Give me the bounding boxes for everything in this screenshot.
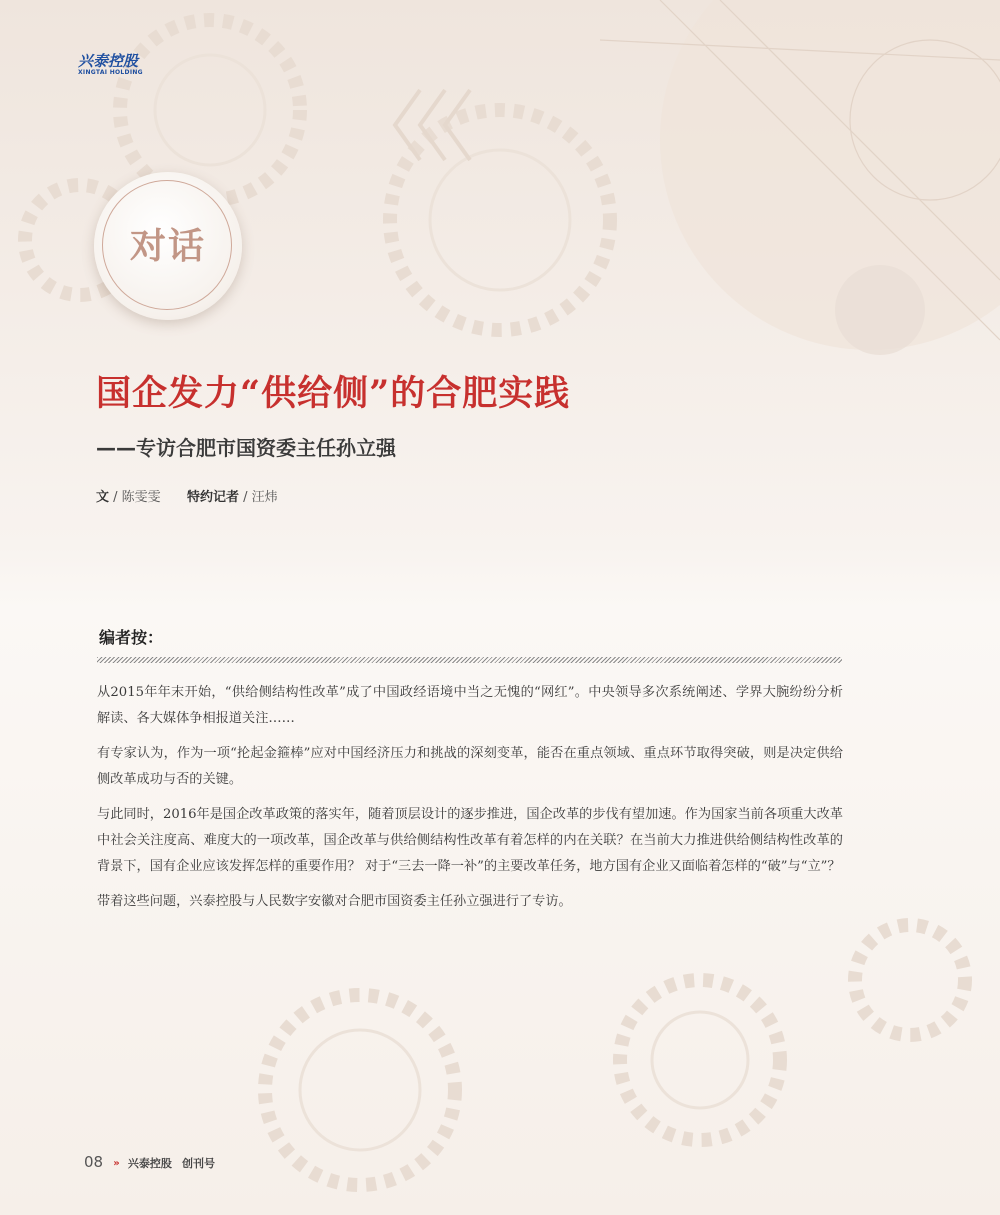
paragraph: 从2015年年末开始，“供给侧结构性改革”成了中国政经语境中当之无愧的“网红”。中央领导多次系统阐述、学界大腕纷纷分析解读、各大媒体争相报道关注…… (97, 685, 843, 726)
brand-logo (78, 53, 143, 77)
editor-note-body (97, 680, 843, 924)
article-title: 国企发力“供给侧”的合肥实践 (96, 373, 571, 414)
footer-issue: 创刊号 (181, 1157, 215, 1170)
byline-separator: / (113, 490, 122, 505)
reporter-name: 汪炜 (251, 490, 278, 505)
page-number: 08 (84, 1153, 104, 1171)
byline (96, 486, 278, 505)
double-arrow-icon: » (113, 1158, 120, 1169)
author-name: 陈雯雯 (121, 490, 161, 505)
badge-label: 对话 (129, 225, 206, 267)
footer-publication: 兴泰控股 (127, 1157, 172, 1170)
article-subtitle: ——专访合肥市国资委主任孙立强 (96, 436, 396, 460)
paragraph: 有专家认为，作为一项“抡起金箍棒”应对中国经济压力和挑战的深刻变革，能否在重点领域、重点环节取得突破，则是决定供给侧改革成功与否的关键。 (97, 746, 843, 787)
page-footer (84, 1153, 215, 1171)
byline-separator: / (243, 490, 252, 505)
reporter-label: 特约记者 (186, 490, 239, 505)
section-badge (94, 172, 242, 320)
editor-note-label: 编者按： (99, 628, 164, 647)
paragraph: 带着这些问题，兴泰控股与人民数字安徽对合肥市国资委主任孙立强进行了专访。 (97, 894, 572, 909)
author-label: 文 (96, 490, 110, 505)
logo-english: XINGTAI HOLDING (78, 69, 143, 76)
paragraph: 与此同时，2016年是国企改革政策的落实年，随着顶层设计的逐步推进，国企改革的步伐有望加速。作为国家当前各项重大改革中社会关注度高、难度大的一项改革，国企改革与供给侧结构性改革有着怎样的内在关联？在当前大力推进供给侧结构性改革的背景下，国有企业应该发挥怎样的重要作用？ 对于“三去一降一补”的主要改革任务，地方国有企业又面临着怎样的“破”与“立”？ (97, 807, 843, 874)
logo-chinese: 兴泰控股 (78, 52, 139, 70)
hatched-divider (97, 657, 842, 663)
